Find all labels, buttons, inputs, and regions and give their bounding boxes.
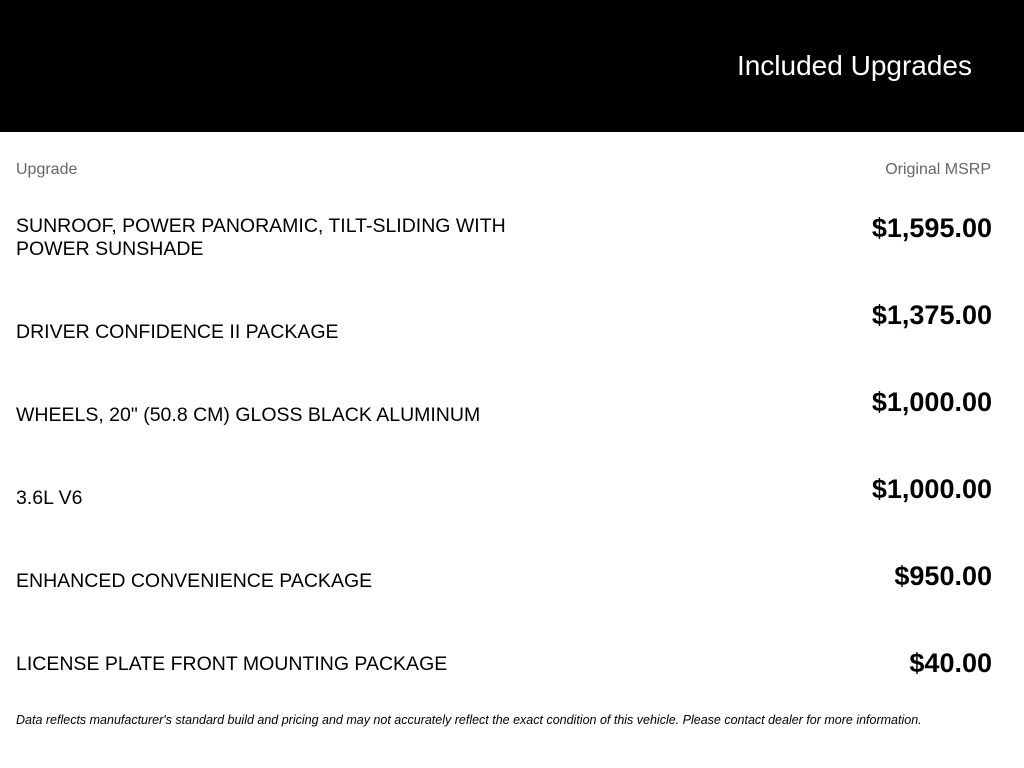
disclaimer-note: Data reflects manufacturer's standard build and pricing and may not accurately reflect the exact condition of this vehicle. Please contact dealer for more information. [16,713,922,727]
upgrade-price: $1,375.00 [871,300,992,330]
upgrade-name: WHEELS, 20" (50.8 CM) GLOSS BLACK ALUMINUM [16,404,481,426]
header-bar [0,0,1024,132]
upgrade-price: $1,000.00 [871,387,992,417]
upgrade-row [0,374,1024,461]
upgrade-row [0,200,1024,287]
upgrade-name: 3.6L V6 [16,487,83,509]
upgrade-price: $950.00 [894,561,992,591]
upgrade-row [0,635,1024,722]
page-title: Included Upgrades [736,50,972,81]
upgrade-name: SUNROOF, POWER PANORAMIC, TILT-SLIDING WITH POWER SUNSHADE [16,215,506,260]
upgrade-price: $40.00 [909,648,992,678]
column-header-upgrade: Upgrade [16,161,78,178]
upgrade-price: $1,595.00 [871,213,992,243]
column-header-msrp: Original MSRP [885,161,991,178]
upgrade-row [0,548,1024,635]
upgrade-name: LICENSE PLATE FRONT MOUNTING PACKAGE [16,653,448,675]
upgrade-row [0,461,1024,548]
upgrade-name: ENHANCED CONVENIENCE PACKAGE [16,570,373,592]
upgrade-row [0,287,1024,374]
upgrade-name: DRIVER CONFIDENCE II PACKAGE [16,321,339,343]
upgrade-price: $1,000.00 [871,474,992,504]
